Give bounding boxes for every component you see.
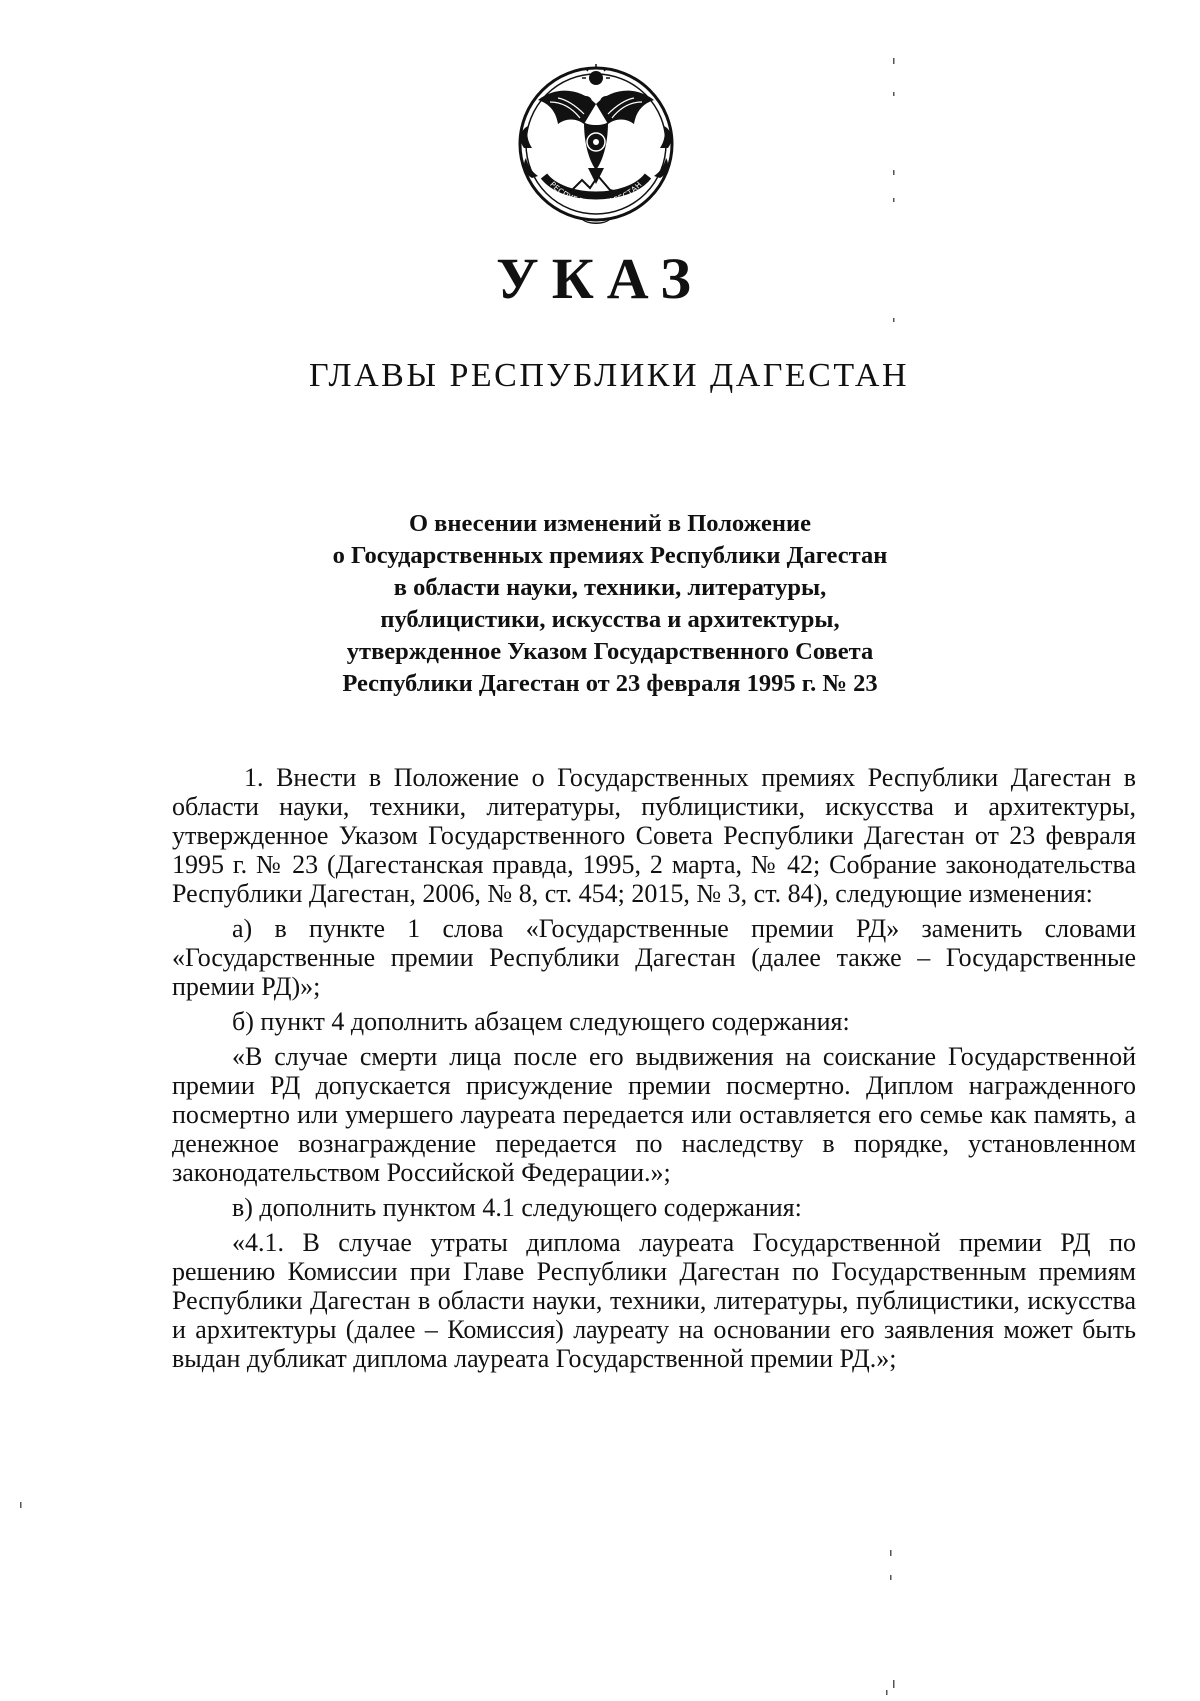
decree-subject — [300, 508, 920, 700]
subject-line: утвержденное Указом Государственного Совета — [346, 638, 874, 665]
dagestan-coat-of-arms-icon — [510, 52, 682, 234]
document-title: УКАЗ — [496, 246, 704, 311]
decree-body — [172, 763, 1136, 1379]
coat-of-arms-emblem — [510, 52, 682, 234]
subject-line: О внесении изменений в Положение — [408, 510, 811, 537]
body-paragraph: б) пункт 4 дополнить абзацем следующего содержания: — [232, 1007, 850, 1036]
body-paragraph: в) дополнить пунктом 4.1 следующего содержания: — [232, 1193, 802, 1222]
emblem-ribbon-text: РЕСПУБЛИКА ДАГЕСТАН — [548, 179, 644, 208]
body-paragraph: «4.1. В случае утраты диплома лауреата Государственной премии РД по решению Комиссии при Главе Республики Дагестан по Государственным премиям Республики Дагестан в области науки, техники, литературы, публицистики, искусства и архитектуры (далее – Комиссия) лауреату на основании его заявления может быть выдан дубликат диплома лауреата Государственной премии РД.»; — [172, 1228, 1136, 1373]
body-paragraph: «В случае смерти лица после его выдвижения на соискание Государственной премии РД допускается присуждение премии посмертно. Диплом награжденного посмертно или умершего лауреата передается или оставляется его семье как память, а денежное вознаграждение передается по наследству в порядке, установленном законодательством Российской Федерации.»; — [172, 1042, 1136, 1187]
subject-line: о Государственных премиях Республики Дагестан — [332, 542, 888, 569]
body-paragraph: 1. Внести в Положение о Государственных премиях Республики Дагестан в области науки, техники, литературы, публицистики, искусства и архитектуры, утвержденное Указом Государственного Совета Республики Дагестан от 23 февраля 1995 г. № 23 (Дагестанская правда, 1995, 2 марта, № 42; Собрание законодательства Республики Дагестан, 2006, № 8, ст. 454; 2015, № 3, ст. 84), следующие изменения: — [172, 763, 1136, 908]
body-paragraph: а) в пункте 1 слова «Государственные премии РД» заменить словами «Государственные премии Республики Дагестан (далее также – Государственные премии РД)»; — [172, 914, 1136, 1001]
subject-line: в области науки, техники, литературы, — [393, 574, 827, 601]
document-issuer: ГЛАВЫ РЕСПУБЛИКИ ДАГЕСТАН — [308, 357, 910, 394]
subject-line: публицистики, искусства и архитектуры, — [380, 606, 840, 633]
subject-line: Республики Дагестан от 23 февраля 1995 г. № 23 — [342, 670, 878, 697]
